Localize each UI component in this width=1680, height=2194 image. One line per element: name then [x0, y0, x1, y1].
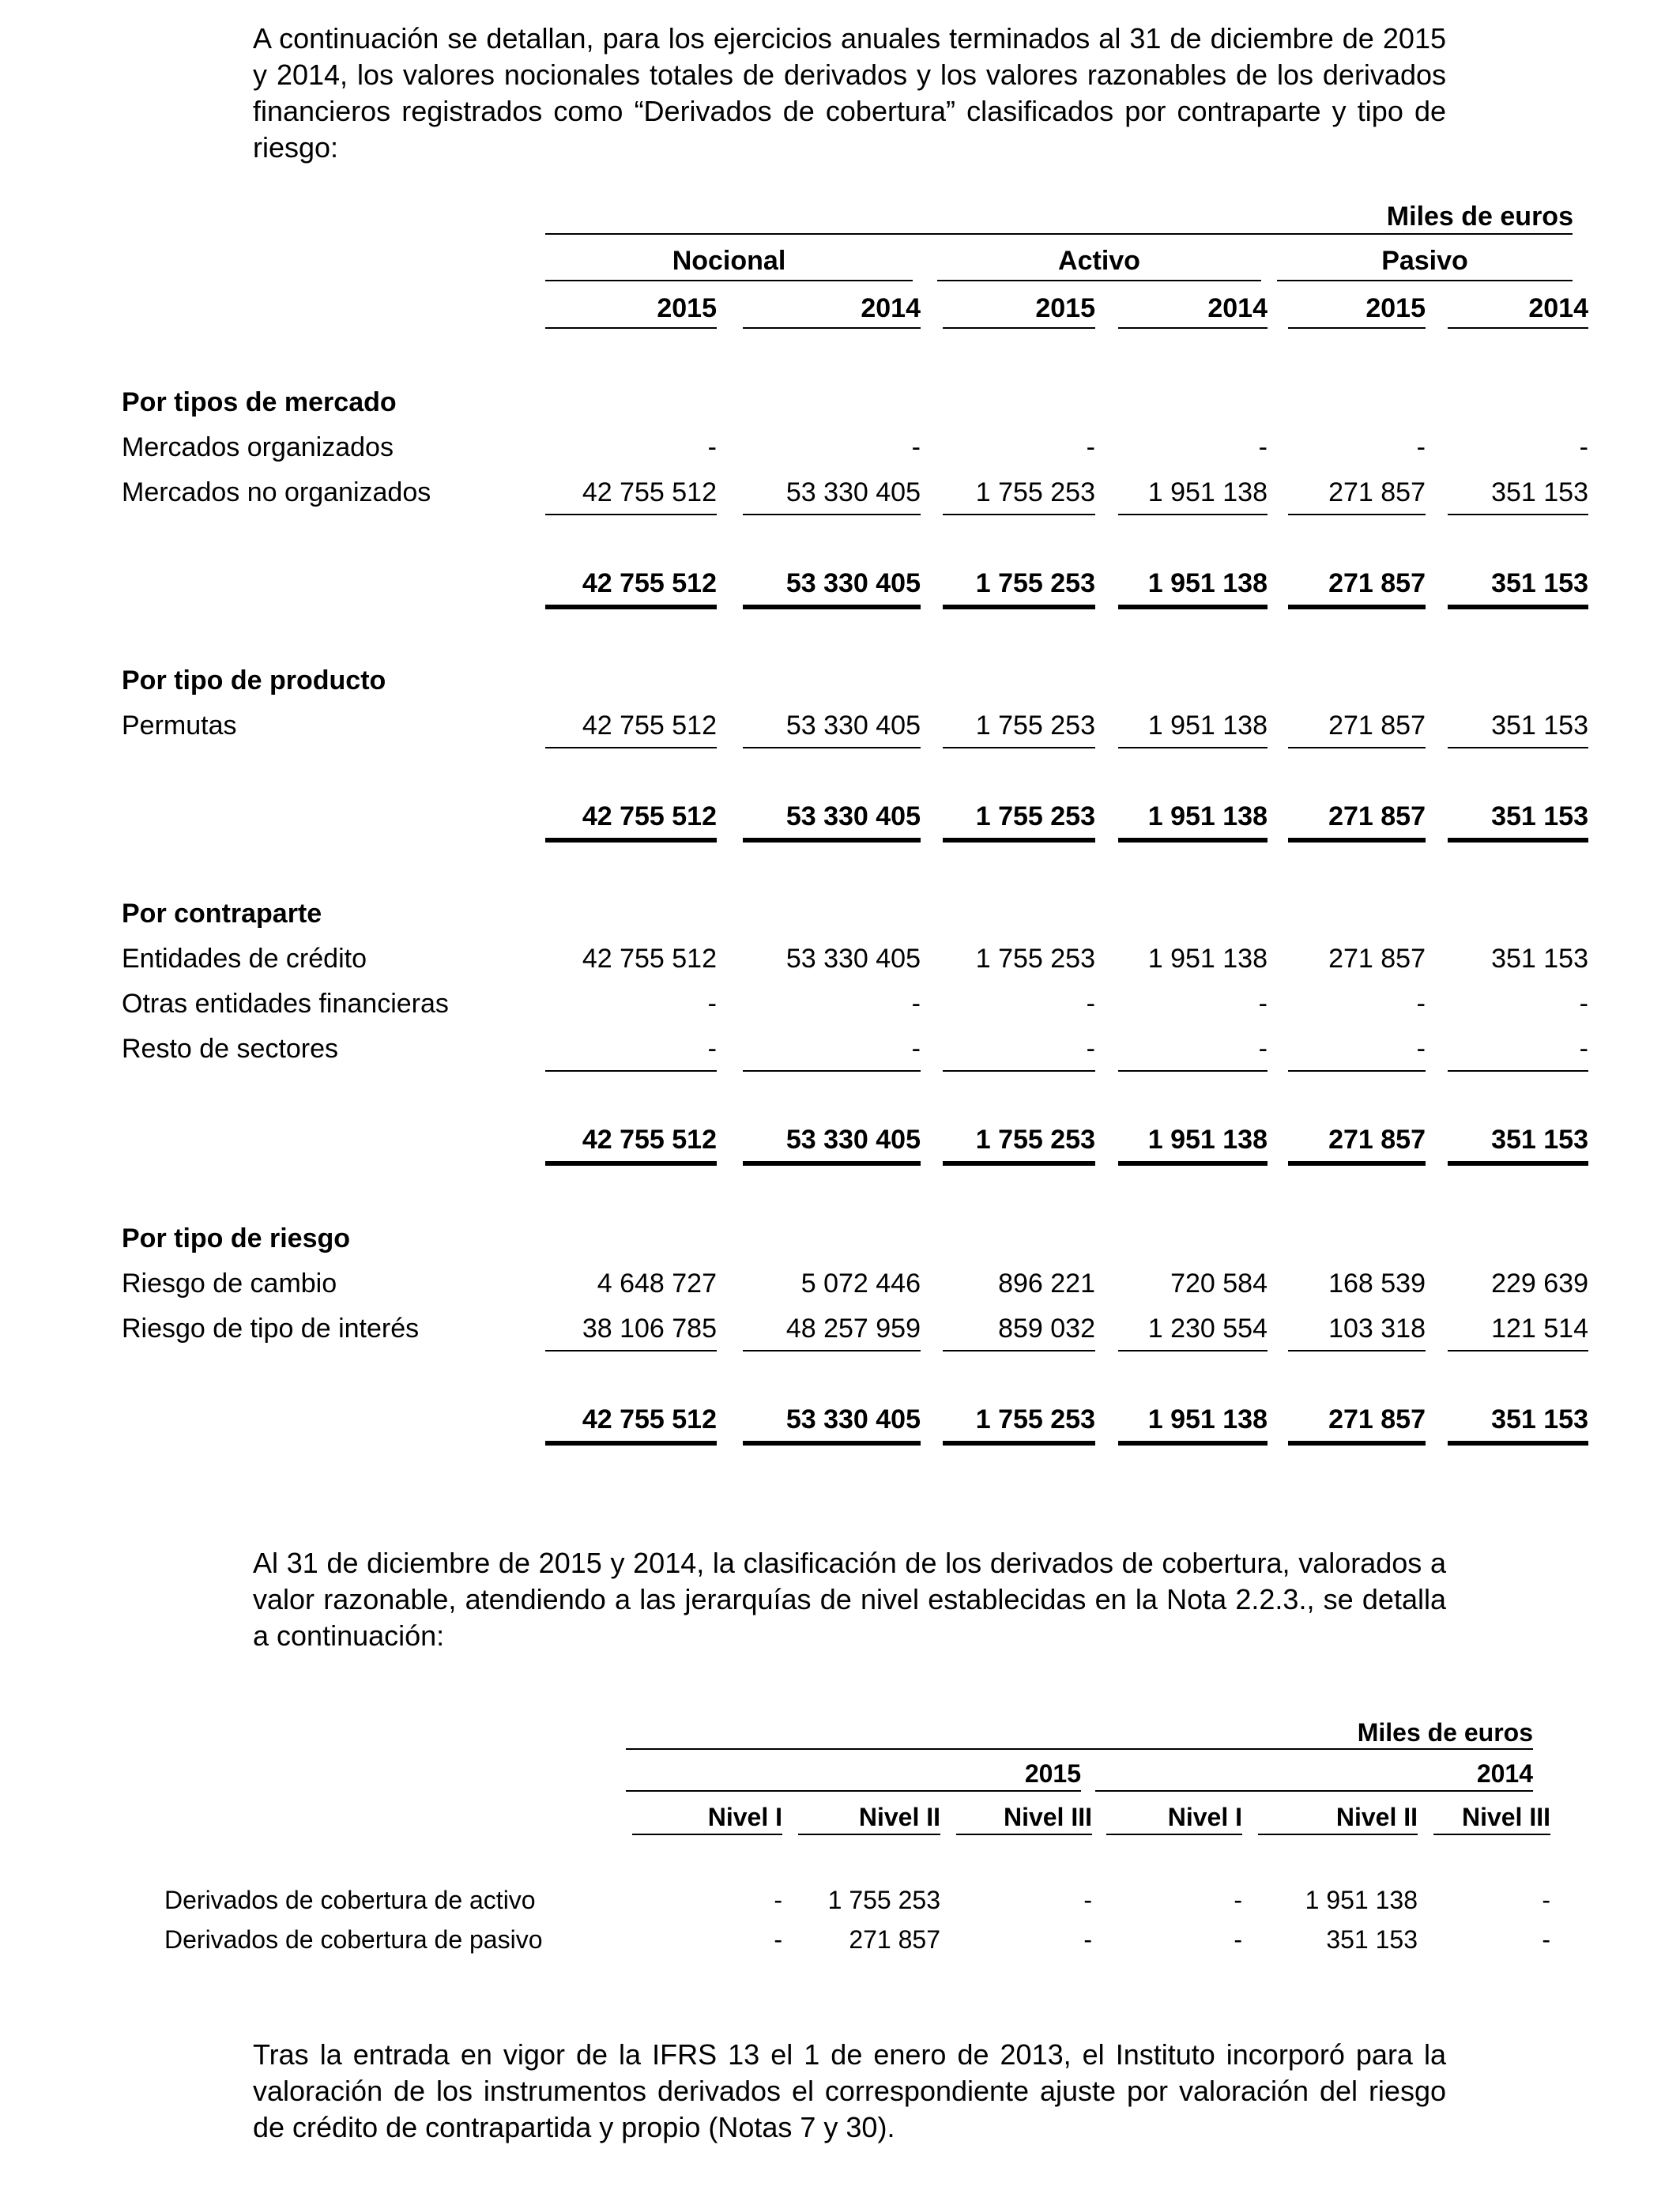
cell-3-1-0: 38 106 785 [582, 1314, 717, 1344]
cell-2-2-0: - [707, 1034, 717, 1064]
section-title-3: Por tipo de riesgo [122, 1223, 351, 1253]
year-rule-1 [743, 327, 921, 329]
t2-cell-0-2: - [1083, 1886, 1092, 1914]
cell-3-0-3: 720 584 [1170, 1269, 1268, 1299]
t2-cell-1-4: 351 153 [1326, 1925, 1418, 1954]
group-rule-activo [937, 280, 1261, 281]
cell-2-0-2: 1 755 253 [975, 944, 1095, 974]
level-header-5: Nivel III [1461, 1803, 1550, 1831]
total-3-0: 42 755 512 [582, 1404, 717, 1434]
cell-0-1-4: 271 857 [1328, 477, 1426, 507]
total-1-0: 42 755 512 [582, 801, 717, 831]
year-header-3: 2014 [1207, 293, 1268, 323]
total-0-5: 351 153 [1491, 568, 1588, 598]
table2-rule-2015 [626, 1790, 1081, 1792]
total-rule-2-3 [1118, 1161, 1268, 1166]
level-header-3: Nivel I [1167, 1803, 1242, 1831]
cell-2-1-5: - [1579, 989, 1588, 1019]
year-header-0: 2015 [657, 293, 717, 323]
total-rule-0-3 [1118, 605, 1268, 609]
row-label-0-1: Mercados no organizados [122, 477, 431, 507]
row-label-0-0: Mercados organizados [122, 432, 394, 462]
cell-2-2-4: - [1416, 1034, 1426, 1064]
total-1-5: 351 153 [1491, 801, 1588, 831]
total-rule-2-5 [1448, 1161, 1588, 1166]
cell-0-1-2: 1 755 253 [975, 477, 1095, 507]
level-header-0: Nivel I [707, 1803, 782, 1831]
cell-3-0-1: 5 072 446 [800, 1269, 921, 1299]
middle-paragraph: Al 31 de diciembre de 2015 y 2014, la clasificación de los derivados de cobertura, valorados a valor razonable, atendiendo a las jerarquías de nivel establecidas en la Nota 2.2.3., se detalla a continuación: [253, 1547, 1446, 1652]
subtotal-rule-2-2 [943, 1070, 1095, 1072]
total-0-2: 1 755 253 [975, 568, 1095, 598]
t2-cell-1-0: - [774, 1925, 782, 1954]
cell-0-0-5: - [1579, 432, 1588, 462]
subtotal-rule-0-0 [545, 514, 717, 515]
total-rule-3-1 [743, 1441, 921, 1446]
cell-0-1-1: 53 330 405 [785, 477, 921, 507]
header-nocional: Nocional [672, 246, 786, 276]
year-rule-5 [1448, 327, 1588, 329]
total-rule-0-1 [743, 605, 921, 609]
total-3-4: 271 857 [1328, 1404, 1426, 1434]
t2-cell-1-2: - [1083, 1925, 1092, 1954]
total-rule-0-0 [545, 605, 717, 609]
year-header-5: 2014 [1528, 293, 1588, 323]
row-label-3-0: Riesgo de cambio [122, 1269, 337, 1299]
total-2-2: 1 755 253 [975, 1125, 1095, 1155]
total-2-4: 271 857 [1328, 1125, 1426, 1155]
total-rule-3-3 [1118, 1441, 1268, 1446]
t2-cell-0-5: - [1542, 1886, 1550, 1914]
total-3-5: 351 153 [1491, 1404, 1588, 1434]
total-0-0: 42 755 512 [582, 568, 717, 598]
total-rule-3-2 [943, 1441, 1095, 1446]
header-activo: Activo [1058, 246, 1140, 276]
cell-2-0-1: 53 330 405 [785, 944, 921, 974]
subtotal-rule-2-4 [1288, 1070, 1426, 1072]
level-rule-1 [798, 1834, 940, 1835]
cell-2-0-3: 1 951 138 [1147, 944, 1268, 974]
subtotal-rule-3-1 [743, 1350, 921, 1351]
section-title-1: Por tipo de producto [122, 665, 386, 696]
cell-0-1-5: 351 153 [1491, 477, 1588, 507]
cell-0-0-0: - [707, 432, 717, 462]
cell-3-0-5: 229 639 [1491, 1269, 1588, 1299]
total-3-3: 1 951 138 [1147, 1404, 1268, 1434]
t2-cell-0-1: 1 755 253 [827, 1886, 940, 1914]
table2-unit: Miles de euros [1357, 1718, 1533, 1747]
total-0-4: 271 857 [1328, 568, 1426, 598]
subtotal-rule-1-4 [1288, 747, 1426, 748]
cell-3-1-1: 48 257 959 [785, 1314, 921, 1344]
cell-2-0-5: 351 153 [1491, 944, 1588, 974]
subtotal-rule-1-1 [743, 747, 921, 748]
intro-paragraph: A continuación se detallan, para los ejercicios anuales terminados al 31 de diciembre de 2015 y 2014, los valores nocionales totales de derivados y los valores razonables de los derivados financieros registrados como “Derivados de cobertura” clasificados por contraparte y tipo de riesgo: [253, 22, 1446, 164]
t2-row-label-0: Derivados de cobertura de activo [164, 1886, 536, 1914]
cell-2-1-4: - [1416, 989, 1426, 1019]
table1-top-rule [545, 233, 1573, 235]
year-header-1: 2014 [861, 293, 921, 323]
year-header-2: 2015 [1035, 293, 1095, 323]
table2-rule-2014 [1095, 1790, 1533, 1792]
cell-1-0-1: 53 330 405 [785, 711, 921, 741]
cell-1-0-2: 1 755 253 [975, 711, 1095, 741]
total-1-1: 53 330 405 [785, 801, 921, 831]
t2-cell-0-4: 1 951 138 [1305, 1886, 1418, 1914]
row-label-1-0: Permutas [122, 711, 237, 741]
table2-year-2014: 2014 [1476, 1759, 1533, 1788]
table1-unit: Miles de euros [1386, 202, 1573, 232]
total-rule-0-4 [1288, 605, 1426, 609]
level-rule-3 [1106, 1834, 1242, 1835]
subtotal-rule-3-0 [545, 1350, 717, 1351]
total-0-3: 1 951 138 [1147, 568, 1268, 598]
cell-3-1-5: 121 514 [1491, 1314, 1588, 1344]
row-label-3-1: Riesgo de tipo de interés [122, 1314, 420, 1344]
subtotal-rule-3-2 [943, 1350, 1095, 1351]
total-rule-2-2 [943, 1161, 1095, 1166]
year-rule-0 [545, 327, 717, 329]
level-rule-5 [1433, 1834, 1550, 1835]
cell-3-1-4: 103 318 [1328, 1314, 1426, 1344]
cell-2-2-3: - [1258, 1034, 1268, 1064]
cell-0-0-3: - [1258, 432, 1268, 462]
cell-0-1-3: 1 951 138 [1147, 477, 1268, 507]
total-3-2: 1 755 253 [975, 1404, 1095, 1434]
table2-year-2015: 2015 [1024, 1759, 1081, 1788]
subtotal-rule-2-0 [545, 1070, 717, 1072]
total-rule-1-1 [743, 838, 921, 843]
subtotal-rule-1-2 [943, 747, 1095, 748]
total-rule-0-5 [1448, 605, 1588, 609]
subtotal-rule-0-3 [1118, 514, 1268, 515]
subtotal-rule-2-5 [1448, 1070, 1588, 1072]
section-title-2: Por contraparte [122, 899, 322, 929]
subtotal-rule-1-3 [1118, 747, 1268, 748]
total-rule-0-2 [943, 605, 1095, 609]
total-rule-3-0 [545, 1441, 717, 1446]
level-rule-2 [956, 1834, 1092, 1835]
subtotal-rule-0-4 [1288, 514, 1426, 515]
cell-2-0-0: 42 755 512 [582, 944, 717, 974]
header-pasivo: Pasivo [1381, 246, 1468, 276]
subtotal-rule-2-1 [743, 1070, 921, 1072]
cell-3-1-3: 1 230 554 [1147, 1314, 1268, 1344]
cell-1-0-0: 42 755 512 [582, 711, 717, 741]
subtotal-rule-3-3 [1118, 1350, 1268, 1351]
t2-cell-1-5: - [1542, 1925, 1550, 1954]
total-rule-1-3 [1118, 838, 1268, 843]
total-2-1: 53 330 405 [785, 1125, 921, 1155]
total-2-5: 351 153 [1491, 1125, 1588, 1155]
cell-3-0-0: 4 648 727 [597, 1269, 717, 1299]
row-label-2-2: Resto de sectores [122, 1034, 339, 1064]
t2-cell-1-3: - [1234, 1925, 1242, 1954]
cell-1-0-5: 351 153 [1491, 711, 1588, 741]
level-header-2: Nivel III [1003, 1803, 1092, 1831]
cell-0-0-1: - [911, 432, 921, 462]
cell-1-0-4: 271 857 [1328, 711, 1426, 741]
group-rule-nocional [545, 280, 913, 281]
level-rule-4 [1258, 1834, 1418, 1835]
cell-0-1-0: 42 755 512 [582, 477, 717, 507]
year-rule-4 [1288, 327, 1426, 329]
year-header-4: 2015 [1365, 293, 1426, 323]
total-1-2: 1 755 253 [975, 801, 1095, 831]
total-0-1: 53 330 405 [785, 568, 921, 598]
cell-3-0-2: 896 221 [998, 1269, 1095, 1299]
subtotal-rule-3-5 [1448, 1350, 1588, 1351]
year-rule-3 [1118, 327, 1268, 329]
total-1-3: 1 951 138 [1147, 801, 1268, 831]
subtotal-rule-0-5 [1448, 514, 1588, 515]
cell-3-0-4: 168 539 [1328, 1269, 1426, 1299]
cell-0-0-4: - [1416, 432, 1426, 462]
table2-top-rule [626, 1748, 1533, 1750]
cell-1-0-3: 1 951 138 [1147, 711, 1268, 741]
section-title-0: Por tipos de mercado [122, 387, 397, 417]
row-label-2-1: Otras entidades financieras [122, 989, 449, 1019]
total-rule-1-2 [943, 838, 1095, 843]
total-rule-1-5 [1448, 838, 1588, 843]
t2-row-label-1: Derivados de cobertura de pasivo [164, 1925, 543, 1954]
total-2-0: 42 755 512 [582, 1125, 717, 1155]
closing-paragraph: Tras la entrada en vigor de la IFRS 13 el 1 de enero de 2013, el Instituto incorporó para la valoración de los instrumentos derivados el correspondiente ajuste por valoración del riesgo de crédito de contrapartida y propio (Notas 7 y 30). [253, 2038, 1446, 2143]
total-rule-2-0 [545, 1161, 717, 1166]
level-rule-0 [632, 1834, 782, 1835]
t2-cell-1-1: 271 857 [849, 1925, 940, 1954]
total-rule-2-4 [1288, 1161, 1426, 1166]
total-rule-3-4 [1288, 1441, 1426, 1446]
subtotal-rule-0-1 [743, 514, 921, 515]
subtotal-rule-1-0 [545, 747, 717, 748]
level-header-4: Nivel II [1335, 1803, 1418, 1831]
cell-2-1-2: - [1086, 989, 1095, 1019]
subtotal-rule-3-4 [1288, 1350, 1426, 1351]
row-label-2-0: Entidades de crédito [122, 944, 367, 974]
cell-2-1-3: - [1258, 989, 1268, 1019]
total-rule-3-5 [1448, 1441, 1588, 1446]
level-header-1: Nivel II [858, 1803, 940, 1831]
group-rule-pasivo [1277, 280, 1573, 281]
t2-cell-0-0: - [774, 1886, 782, 1914]
total-rule-1-0 [545, 838, 717, 843]
total-rule-1-4 [1288, 838, 1426, 843]
subtotal-rule-1-5 [1448, 747, 1588, 748]
t2-cell-0-3: - [1234, 1886, 1242, 1914]
subtotal-rule-2-3 [1118, 1070, 1268, 1072]
total-rule-2-1 [743, 1161, 921, 1166]
cell-2-2-2: - [1086, 1034, 1095, 1064]
total-3-1: 53 330 405 [785, 1404, 921, 1434]
total-2-3: 1 951 138 [1147, 1125, 1268, 1155]
subtotal-rule-0-2 [943, 514, 1095, 515]
cell-2-0-4: 271 857 [1328, 944, 1426, 974]
year-rule-2 [943, 327, 1095, 329]
cell-2-2-1: - [911, 1034, 921, 1064]
cell-0-0-2: - [1086, 432, 1095, 462]
cell-2-2-5: - [1579, 1034, 1588, 1064]
total-1-4: 271 857 [1328, 801, 1426, 831]
cell-2-1-0: - [707, 989, 717, 1019]
cell-3-1-2: 859 032 [998, 1314, 1095, 1344]
cell-2-1-1: - [911, 989, 921, 1019]
